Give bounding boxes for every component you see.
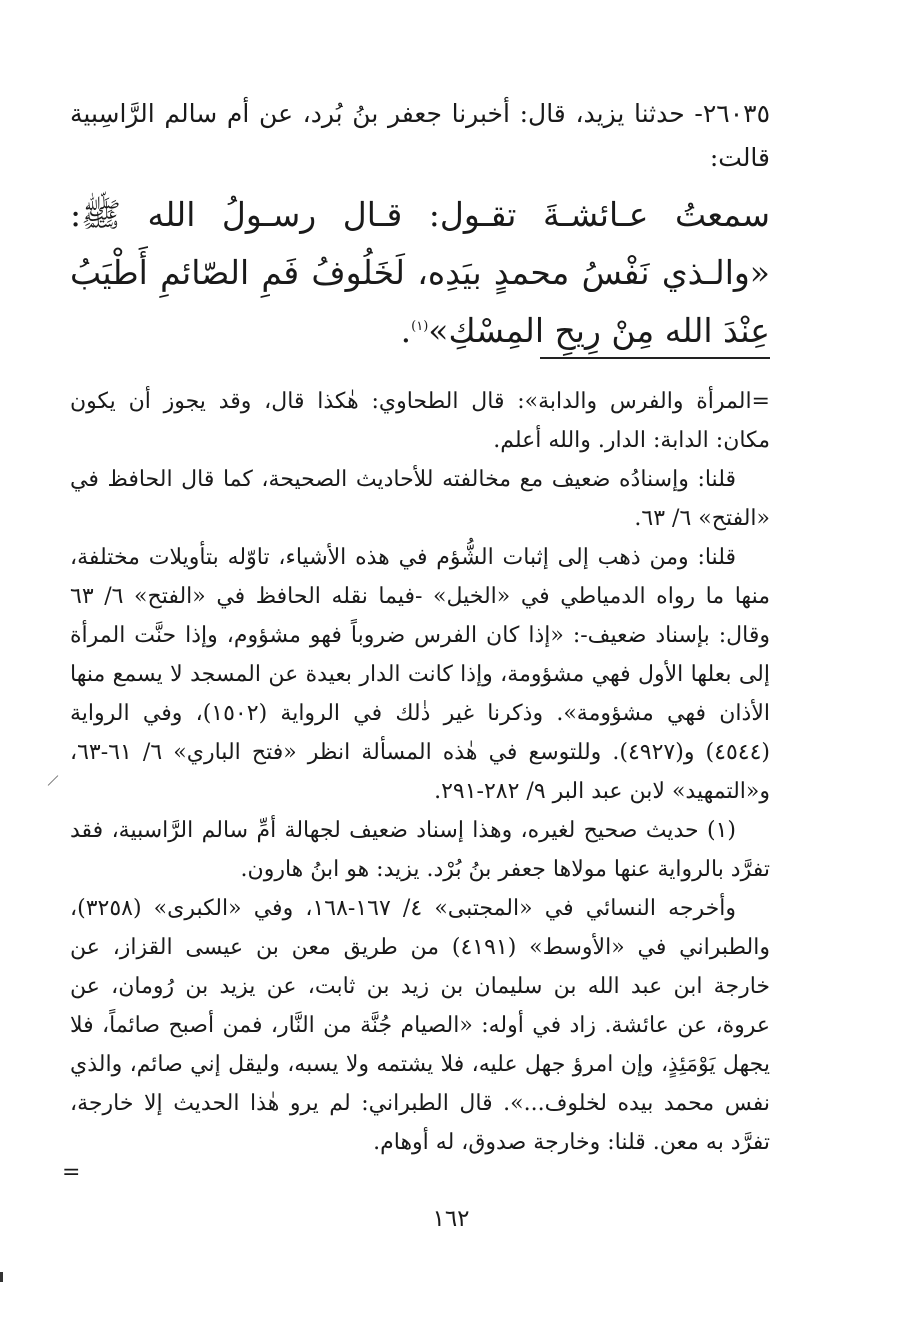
footnote-1: (١) حديث صحيح لغيره، وهذا إسناد ضعيف لجهالة أمِّ سالم الرَّاسبية، فقد تفرَّد بالرواية عنها مولاها جعفر بنُ بُرْد. يزيد: هو ابنُ هارون. (70, 818, 770, 882)
footnote-reference: (١) (411, 319, 429, 334)
footnote-separator (540, 357, 770, 359)
hadith-text (70, 186, 770, 360)
hadith-intro: ٢٦٠٣٥- حدثنا يزيد، قال: أخبرنا جعفر بنُ بُرد، عن أم سالم الرَّاسِبية قالت: (70, 99, 770, 172)
footnotes-block (70, 382, 770, 1162)
footnote-paragraph: قلنا: وإسنادُه ضعيف مع مخالفته للأحاديث الصحيحة، كما قال الحافظ في «الفتح» ٦/ ٦٣. (70, 467, 770, 531)
footnote-paragraph: قلنا: ومن ذهب إلى إثبات الشُّؤم في هذه الأشياء، تاوّله بتأويلات مختلفة، منها ما رواه الدمياطي في «الخيل» -فيما نقله الحافظ في «الفتح» ٦/ ٦٣ وقال: بإسناد ضعيف-: «إذا كان الفرس ضروباً فهو مشؤوم، وإذا حنَّت المرأة إلى بعلها الأول فهي مشؤومة، وإذا كانت الدار بعيدة عن المسجد لا يسمع منها الأذان فهي مشؤومة». وذكرنا غير ذٰلك في الرواية (١٥٠٢)، وفي الرواية (٤٥٤٤) و(٤٩٢٧). وللتوسع في هٰذه المسألة انظر «فتح الباري» ٦/ ٦١-٦٣، و«التمهيد» لابن عبد البر ٩/ ٢٨٢-٢٩١. (70, 545, 770, 804)
footnote-continuation: =المرأة والفرس والدابة»: قال الطحاوي: هٰكذا قال، وقد يجوز أن يكون مكان: الدابة: الدار. والله أعلم. (70, 389, 770, 453)
footnote-paragraph: وأخرجه النسائي في «المجتبى» ٤/ ١٦٧-١٦٨، وفي «الكبرى» (٣٢٥٨)، والطبراني في «الأوسط» (٤١٩١) من طريق معن بن عيسى القزاز، عن خارجة ابن عبد الله بن سليمان بن زيد بن ثابت، عن يزيد بن رُومان، عن عروة، عن عائشة. زاد في أوله: «الصيام جُنَّة من النَّار، فمن أصبح صائماً، فلا يجهل يَوْمَئِذٍ، وإن امرؤ جهل عليه، فلا يشتمه ولا يسبه، وليقل إني صائم، والذي نفس محمد بيده لخلوف...». قال الطبراني: لم يرو هٰذا الحديث إلا خارجة، تفرَّد به معن. قلنا: وخارجة صدوق، له أوهام. (70, 896, 770, 1155)
margin-mark (48, 775, 59, 786)
page-number: ١٦٢ (432, 1206, 470, 1232)
scan-speck (0, 1272, 3, 1282)
hadith-end-mark: . (400, 311, 412, 350)
continuation-mark: = (62, 1160, 81, 1185)
hadith-text-body: سمعتُ عـائشـةَ تقـول: قـال رسـولُ الله ﷺ: «والـذي نَفْسُ محمدٍ بيَدِه، لَخَلُوفُ فَمِ الصّائمِ أَطْيَبُ عِنْدَ الله مِنْ رِيحِ المِسْكِ» (70, 195, 770, 350)
